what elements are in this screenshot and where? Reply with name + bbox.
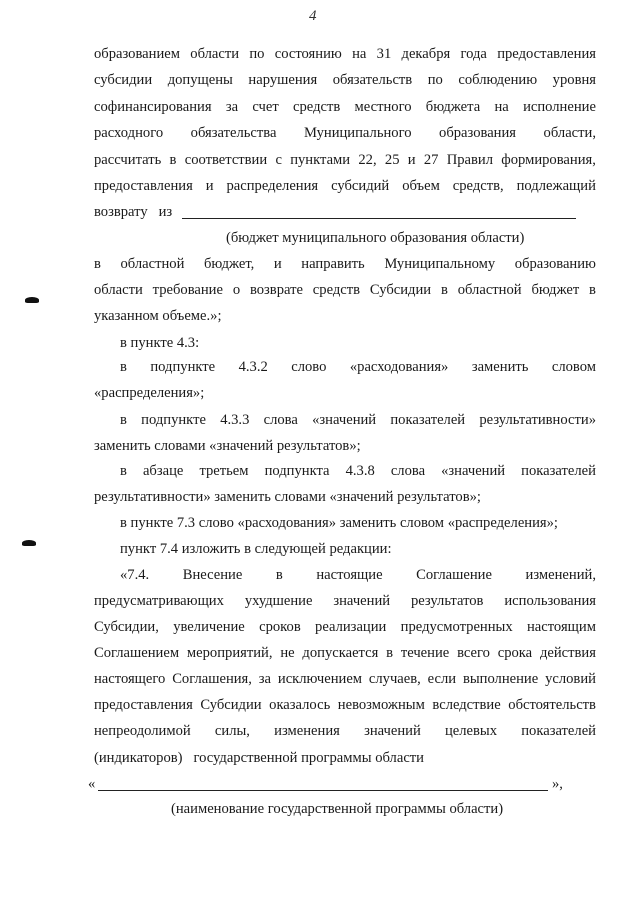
word: показателей (390, 412, 466, 428)
word: Соглашения, (172, 671, 252, 687)
word: подпункте (150, 359, 216, 375)
word: целевых (444, 723, 498, 739)
word: за (225, 99, 239, 115)
word: в (120, 412, 127, 428)
word: рассчитать (94, 152, 162, 168)
text-line-obieme (94, 307, 222, 325)
text-line-4 (94, 124, 596, 142)
word: по (427, 72, 443, 88)
word: бюджет (531, 282, 580, 298)
word: настоящего (94, 671, 166, 687)
word: Правил (446, 152, 493, 168)
text-line-74-2 (94, 592, 596, 610)
word: вследствие (432, 697, 501, 713)
text-4-3-2b: «распределения»; (94, 385, 205, 401)
word: расходного (94, 125, 164, 141)
word: 4.3.2 (238, 359, 268, 375)
word: с (275, 152, 282, 168)
word: средств, (452, 178, 504, 194)
caption-program: (наименование государственной программы области) (171, 801, 504, 817)
word: соответствии (184, 152, 268, 168)
word: результативности» (479, 412, 596, 428)
word: 25 (384, 152, 400, 168)
text-line-vozvratu (94, 203, 172, 221)
word: предоставления (94, 178, 193, 194)
text-line-4-3-8b (94, 488, 481, 506)
word: настоящим (526, 619, 596, 635)
text-7-4: пункт 7.4 изложить в следующей редакции: (120, 541, 392, 557)
text-line-4-3 (120, 334, 199, 352)
word: о (232, 282, 241, 298)
word: 22, (358, 152, 377, 168)
word: субсидии (94, 72, 153, 88)
word: требование (152, 282, 223, 298)
word: Муниципальному (384, 256, 496, 272)
word: субсидий (331, 178, 390, 194)
text-line-indikatorov (94, 749, 424, 767)
word: декабря (401, 46, 451, 62)
scan-mark-bottom (22, 540, 36, 546)
word: исключением (277, 671, 363, 687)
text-line-1 (94, 45, 596, 63)
word: подлежащий (516, 178, 596, 194)
word: Муниципального (303, 125, 412, 141)
word: «расходования» (349, 359, 449, 375)
word: «значений (441, 463, 506, 479)
word: Соглашением (94, 645, 180, 661)
word: условий (545, 671, 596, 687)
word: счет (252, 99, 279, 115)
text-line-7-4 (120, 540, 392, 558)
word: не (280, 645, 295, 661)
text-line-5 (94, 151, 596, 169)
word: предусматривающих (94, 593, 224, 609)
word: предусмотренных (400, 619, 513, 635)
word: по (249, 46, 265, 62)
text-4-3-8b: результативности» заменить словами «значений результатов»; (94, 489, 481, 505)
word: средств (293, 99, 341, 115)
text-line-74-6 (94, 696, 596, 714)
word: в (386, 645, 394, 661)
word: оказалось (269, 697, 331, 713)
text-4-3-3b: заменить словами «значений результатов»; (94, 438, 361, 454)
word: Субсидии (369, 282, 432, 298)
word: значений (364, 723, 421, 739)
word: и (205, 178, 214, 194)
word: обстоятельств (508, 697, 596, 713)
word: бюджета (425, 99, 481, 115)
text-4-3: в пункте 4.3: (120, 335, 200, 351)
text-line-2 (94, 71, 596, 89)
word: невозможным (337, 697, 425, 713)
word: соблюдению (458, 72, 538, 88)
word: увеличение (173, 619, 245, 635)
scan-mark-top (25, 297, 39, 303)
word: нарушения (248, 72, 318, 88)
word: показателей (521, 463, 596, 479)
word: допускается (302, 645, 379, 661)
word: в (120, 463, 127, 479)
word: пунктами (290, 152, 351, 168)
text-indikatorov: (индикаторов) государственной программы области (94, 750, 424, 766)
word: в (440, 282, 448, 298)
quote-open: « (88, 776, 96, 792)
word: если (427, 671, 457, 687)
text-line-4-3-2b (94, 384, 204, 402)
text-line-74-5 (94, 670, 596, 688)
word: третьем (199, 463, 249, 479)
word: заменить (471, 359, 529, 375)
text-line-4-3-3a (120, 411, 596, 429)
word: на (494, 99, 509, 115)
text-obieme: указанном объеме.»; (94, 308, 222, 324)
word: абзаце (142, 463, 184, 479)
text-7-3: в пункте 7.3 слово «расходования» заменить словом «распределения»; (120, 515, 558, 531)
word: 27 (423, 152, 439, 168)
word: в (120, 359, 127, 375)
quote-close: », (552, 776, 563, 792)
word: распределения (226, 178, 319, 194)
text-vozvratu-iz: возврату из (94, 204, 173, 220)
word: слова (390, 463, 426, 479)
word: всего (457, 645, 490, 661)
text-line-3 (94, 98, 596, 116)
word: области (190, 46, 240, 62)
text-line-74-1 (120, 566, 596, 584)
word: бюджет, (203, 256, 255, 272)
word: софинансирования (94, 99, 212, 115)
word: областной (457, 282, 522, 298)
word: выполнение (462, 671, 539, 687)
word: обязательства (190, 125, 277, 141)
word: формирования, (501, 152, 596, 168)
word: словом (551, 359, 596, 375)
word: области, (543, 125, 596, 141)
word: показателей (521, 723, 596, 739)
word: областной (120, 256, 185, 272)
word: подпункте (141, 412, 206, 428)
text-line-b2-1 (94, 255, 596, 273)
text-line-b2-2 (94, 281, 596, 299)
word: за (258, 671, 272, 687)
word: направить (301, 256, 365, 272)
word: в (94, 256, 101, 272)
word: области (94, 282, 143, 298)
word: сроков (259, 619, 301, 635)
word: в (275, 567, 283, 583)
text-line-7-3 (120, 514, 558, 532)
word: изменений, (525, 567, 596, 583)
blank-line-budget (182, 218, 576, 219)
word: Внесение (182, 567, 243, 583)
word: 4.3.3 (220, 412, 250, 428)
text-line-4-3-8a (120, 462, 596, 480)
word: и (407, 152, 416, 168)
word: средств (312, 282, 361, 298)
word: «7.4. (120, 567, 150, 583)
word: Субсидии (200, 697, 262, 713)
word: на (352, 46, 367, 62)
blank-line-program (98, 790, 548, 791)
word: исполнение (523, 99, 596, 115)
word: обязательств (332, 72, 413, 88)
word: в (169, 152, 177, 168)
word: случаев, (368, 671, 421, 687)
word: 31 (376, 46, 392, 62)
text-line-4-3-3b (94, 437, 361, 455)
word: изменения (274, 723, 340, 739)
word: уровня (552, 72, 596, 88)
word: силы, (214, 723, 250, 739)
word: «значений (312, 412, 377, 428)
word: объем (402, 178, 440, 194)
word: Соглашение (416, 567, 492, 583)
word: образования (439, 125, 517, 141)
word: предоставления (497, 46, 596, 62)
word: образованию (514, 256, 596, 272)
word: года (460, 46, 487, 62)
word: течение (400, 645, 450, 661)
word: настоящие (316, 567, 383, 583)
word: предоставления (94, 697, 193, 713)
text-line-74-4 (94, 644, 596, 662)
word: 4.3.8 (345, 463, 375, 479)
word: Субсидии, (94, 619, 159, 635)
word: использования (504, 593, 596, 609)
word: возврате (249, 282, 303, 298)
word: образованием (94, 46, 180, 62)
caption-budget: (бюджет муниципального образования области) (226, 230, 525, 246)
text-line-74-7 (94, 722, 596, 740)
word: подпункта (264, 463, 330, 479)
word: ухудшение (244, 593, 313, 609)
word: действия (539, 645, 596, 661)
word: в (589, 282, 596, 298)
word: значений (333, 593, 391, 609)
word: местного (354, 99, 412, 115)
page-number: 4 (309, 8, 317, 24)
text-line-6 (94, 177, 596, 195)
word: непреодолимой (94, 723, 191, 739)
word: допущены (167, 72, 233, 88)
word: слово (291, 359, 327, 375)
word: состоянию (274, 46, 342, 62)
word: мероприятий, (186, 645, 273, 661)
text-line-74-3 (94, 618, 596, 636)
word: реализации (315, 619, 387, 635)
text-line-4-3-2a (120, 358, 596, 376)
word: слова (263, 412, 298, 428)
word: срока (497, 645, 533, 661)
word: результатов (410, 593, 484, 609)
word: и (273, 256, 282, 272)
